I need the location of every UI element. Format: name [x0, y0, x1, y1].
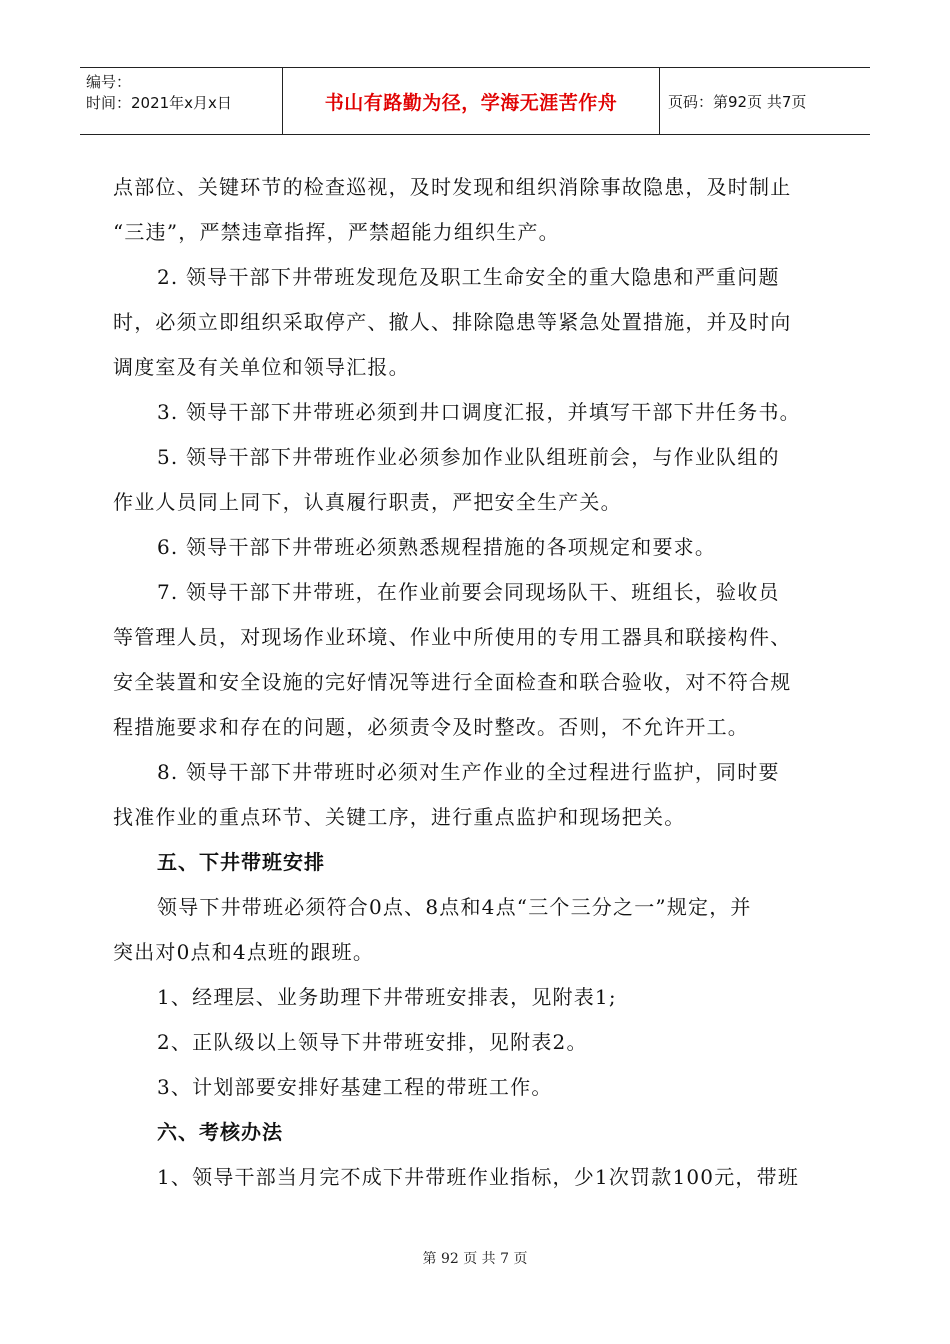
body-line: 领导下井带班必须符合0点、8点和4点“三个三分之一”规定，并 [157, 895, 752, 919]
body-line: “三违”，严禁违章指挥，严禁超能力组织生产。 [113, 220, 560, 244]
document-body [113, 165, 837, 1200]
header-motto: 书山有路勤为径，学海无涯苦作舟 [283, 68, 660, 134]
body-line: 3. 领导干部下井带班必须到井口调度汇报，并填写干部下井任务书。 [157, 400, 801, 424]
body-line: 8. 领导干部下井带班时必须对生产作业的全过程进行监护，同时要 [157, 760, 780, 784]
body-line: 调度室及有关单位和领导汇报。 [113, 355, 410, 379]
header-time: 时间：2021年x月x日 [86, 94, 232, 112]
body-line: 7. 领导干部下井带班，在作业前要会同现场队干、班组长，验收员 [157, 580, 780, 604]
body-line: 6. 领导干部下井带班必须熟悉规程措施的各项规定和要求。 [157, 535, 717, 559]
section-heading: 五、下井带班安排 [157, 850, 325, 874]
body-line: 程措施要求和存在的问题，必须责令及时整改。否则，不允许开工。 [113, 715, 749, 739]
header-page-code: 页码：第92页 共7页 [668, 92, 807, 111]
body-line: 点部位、关键环节的检查巡视，及时发现和组织消除事故隐患，及时制止 [113, 175, 792, 199]
body-line: 等管理人员，对现场作业环境、作业中所使用的专用工器具和联接构件、 [113, 625, 792, 649]
body-line: 突出对0点和4点班的跟班。 [113, 940, 375, 964]
body-line: 1、经理层、业务助理下井带班安排表，见附表1; [157, 985, 617, 1009]
section-heading: 六、考核办法 [157, 1120, 283, 1144]
page-header [80, 67, 870, 135]
body-line: 找准作业的重点环节、关键工序，进行重点监护和现场把关。 [113, 805, 686, 829]
header-number: 编号： [86, 73, 132, 91]
body-line: 5. 领导干部下井带班作业必须参加作业队组班前会，与作业队组的 [157, 445, 780, 469]
page-footer: 第 92 页 共 7 页 [422, 1251, 528, 1267]
body-line: 2. 领导干部下井带班发现危及职工生命安全的重大隐患和严重问题 [157, 265, 780, 289]
body-line: 作业人员同上同下，认真履行职责，严把安全生产关。 [113, 490, 622, 514]
body-line: 时，必须立即组织采取停产、撤人、排除隐患等紧急处置措施，并及时向 [113, 310, 792, 334]
header-meta [80, 68, 283, 134]
body-line: 3、计划部要安排好基建工程的带班工作。 [157, 1075, 553, 1099]
body-line: 2、正队级以上领导下井带班安排，见附表2。 [157, 1030, 588, 1054]
body-line: 安全装置和安全设施的完好情况等进行全面检查和联合验收，对不符合规 [113, 670, 792, 694]
body-line: 1、领导干部当月完不成下井带班作业指标，少1次罚款100元，带班 [157, 1165, 800, 1189]
